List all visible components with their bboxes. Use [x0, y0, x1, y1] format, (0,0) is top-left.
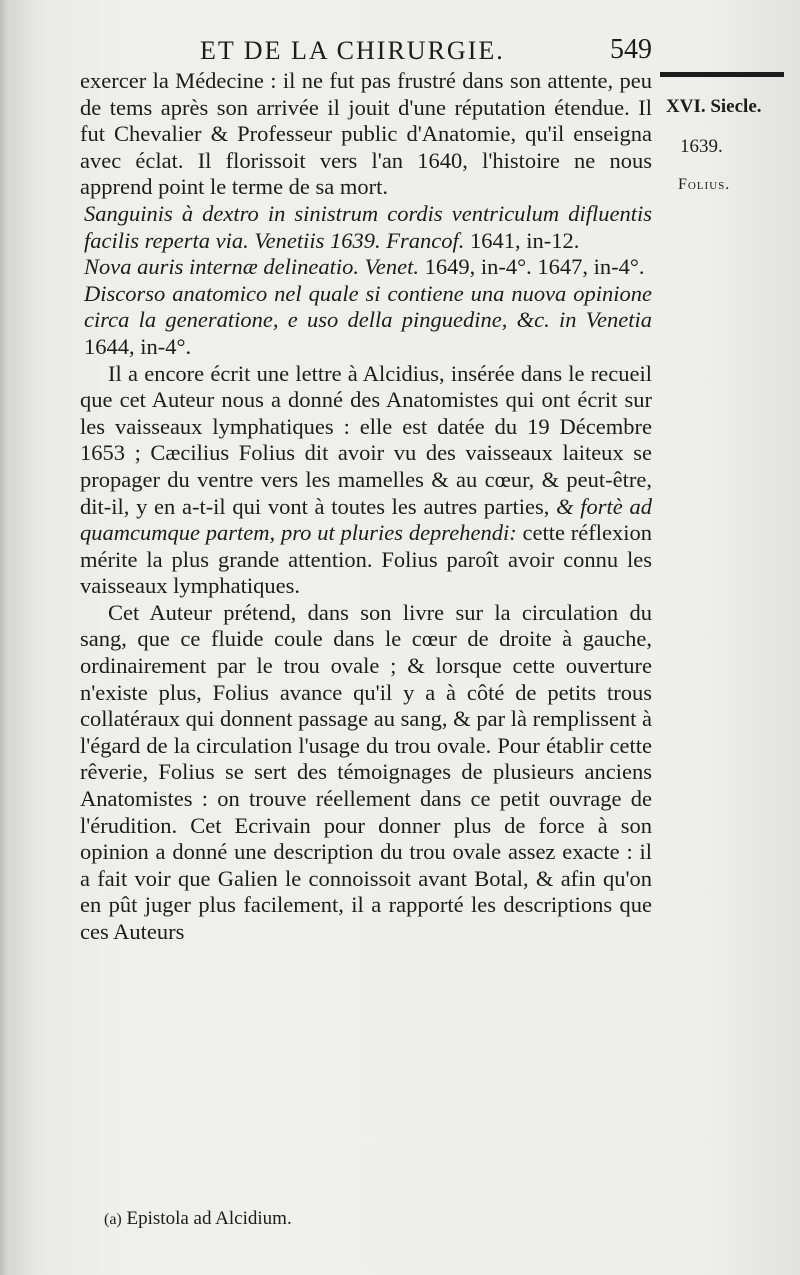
bibliography-title-3: Discorso anatomico nel quale si contiene una nuova opinione circa la generatione, e uso della pinguedine, &c. in Venetia [84, 280, 652, 333]
paragraph-letter-part-1: Il a encore écrit une lettre à Alcidius, insérée dans le recueil que cet Auteur nous a donné des Anatomistes qui ont écrit sur les vaisseaux lymphatiques : elle est datée du 19 Décembre 1653 ; Cæcilius Folius dit avoir vu des vaisseaux laiteux se propager du ventre vers les mamelles & au cœur, & peut-être, dit-il, y en a-t-il qui vont à toutes les autres parties, [80, 360, 652, 519]
bibliography-title-1: Sanguinis à dextro in sinistrum cordis ventriculum difluentis facilis reperta via. Venetiis 1639. Francof. [84, 200, 652, 253]
footnote-mark: (a) [104, 1211, 122, 1228]
paragraph-circulation: Cet Auteur prétend, dans son livre sur la circulation du sang, que ce fluide coule dans le cœur de droite à gauche, ordinairement par le trou ovale ; & lorsque cette ouverture n'existe plus, Folius avance qu'il y a à côté de petits trous collatéraux qui donnent passage au sang, & par là remplissent à l'égard de la circulation l'usage du trou ovale. Pour établir cette rêverie, Folius se sert des témoignages de plusieurs anciens Anatomistes : on trouve réellement dans ce petit ouvrage de l'érudition. Cet Ecrivain pour donner plus de force à son opinion a donné une description du trou ovale assez exacte : il a fait voir que Galien le connoissoit avant Botal, & afin qu'on en pût juger plus facilement, il a rapporté les descriptions que ces Auteurs [80, 599, 652, 944]
bibliography-details-2: 1649, in-4°. 1647, in-4°. [424, 254, 645, 280]
paragraph-letter-part-2: cette réflexion mérite la plus grande attention. Folius paroît avoir connu les vaisseaux lymphatiques. [80, 520, 652, 599]
page-gutter-shadow [0, 0, 10, 1275]
bibliography-entry-1 [80, 201, 652, 254]
margin-note-year: 1639. [680, 136, 723, 157]
bibliography-title-2: Nova auris internæ delineatio. Venet. [84, 254, 425, 280]
header-rule [660, 72, 784, 77]
paragraph-biography: exercer la Médecine : il ne fut pas frustré dans son attente, peu de tems après son arrivée il jouit d'une réputation étendue. Il fut Chevalier & Professeur public d'Anatomie, qu'il enseigna avec éclat. Il florissoit vers l'an 1640, l'histoire ne nous apprend point le terme de sa mort. [80, 68, 652, 200]
margin-note-century: XVI. Siecle. [666, 96, 762, 117]
running-title: ET DE LA CHIRURGIE. [200, 36, 505, 65]
paragraph-letter [80, 361, 652, 600]
footnote [104, 1208, 644, 1230]
page-number: 549 [610, 34, 652, 65]
footnote-text: Epistola ad Alcidium. [126, 1208, 292, 1229]
main-text [80, 68, 652, 946]
bibliography-entry-3 [80, 281, 652, 361]
bibliography-details-3: 1644, in-4°. [84, 333, 192, 359]
margin-note-name: Folius. [678, 176, 731, 193]
bibliography-details-1: 1641, in-12. [469, 227, 580, 253]
latin-quotation: & fortè ad quamcumque partem, pro ut pluries deprehendi: [80, 493, 652, 546]
bibliography-entry-2 [80, 254, 652, 281]
